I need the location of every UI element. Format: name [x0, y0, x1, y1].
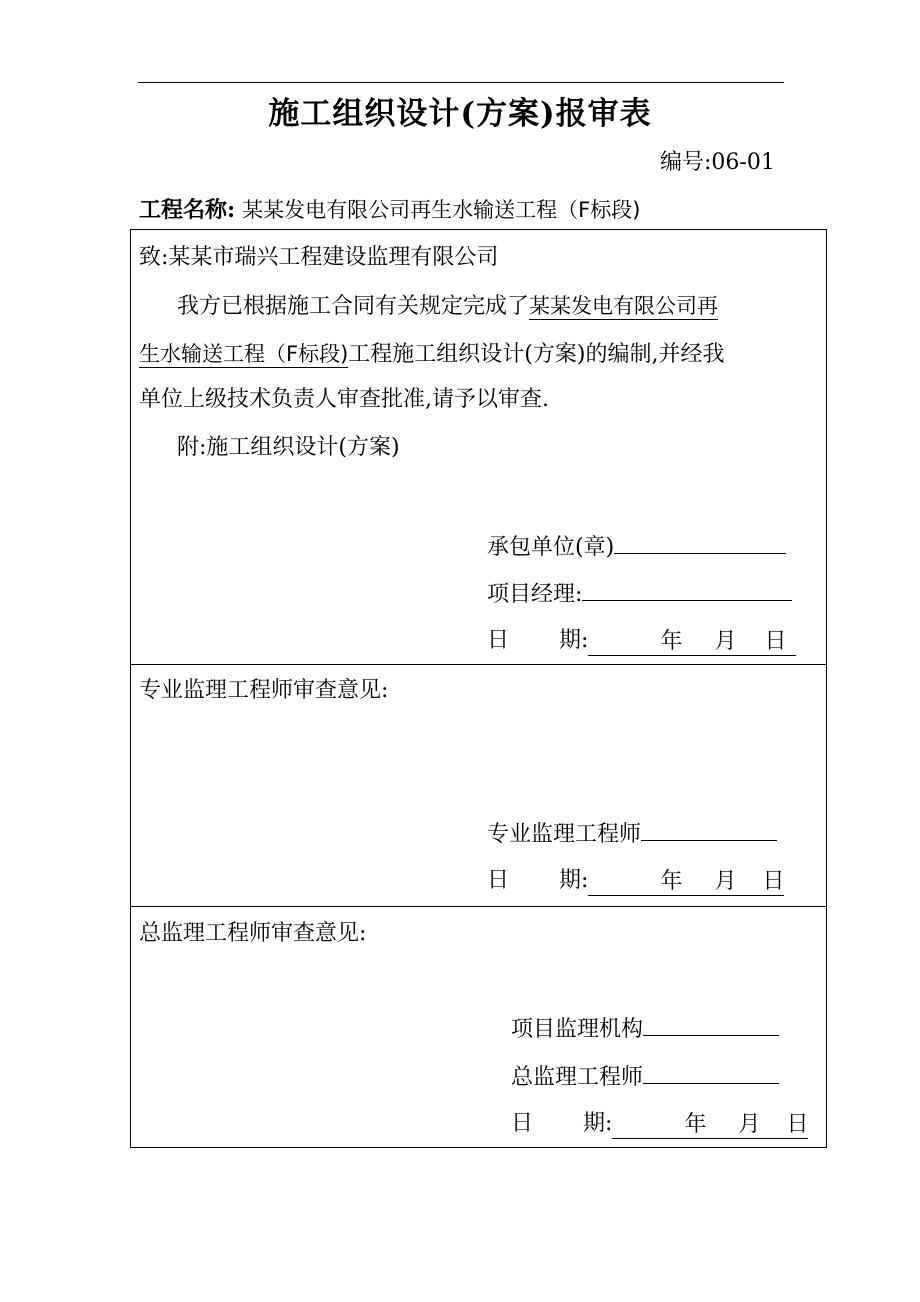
day-label: 日: [764, 629, 787, 654]
date-label-char-2: 期:: [583, 1111, 613, 1136]
date-label-char-2: 期:: [559, 868, 589, 893]
project-name-line: [139, 193, 640, 224]
date-blank: [612, 1110, 808, 1139]
statement-project-part1: 某某发电有限公司再: [529, 294, 719, 318]
month-label: 月: [738, 1112, 761, 1137]
date-line-2: [487, 866, 784, 896]
month-label: 月: [714, 869, 737, 894]
year-label: 年: [660, 869, 683, 894]
date-label-char-1: 日: [511, 1111, 534, 1136]
statement-line-3: 单位上级技术负责人审查批准,请予以审查.: [139, 387, 549, 412]
org-signature-line: [511, 1013, 779, 1045]
specialist-opinion-heading: 专业监理工程师审查意见:: [139, 678, 389, 703]
top-rule: [138, 82, 784, 83]
month-label: 月: [714, 629, 737, 654]
day-label: 日: [762, 869, 785, 894]
divider-2: [131, 906, 826, 907]
statement-prefix: 我方已根据施工合同有关规定完成了: [177, 294, 530, 319]
date-label-char-2: 期:: [559, 628, 589, 653]
addressee: 致:某某市瑞兴工程建设监理有限公司: [139, 245, 499, 270]
date-blank: [588, 867, 784, 896]
date-line-1: [487, 626, 796, 656]
approval-form-table: [130, 229, 827, 1148]
manager-label: 项目经理:: [487, 582, 583, 607]
page-title: 施工组织设计(方案)报审表: [268, 96, 652, 132]
contractor-label: 承包单位(章): [487, 535, 615, 560]
manager-signature-line: [487, 578, 792, 610]
statement-line-1: [177, 291, 718, 322]
chief-blank: [643, 1061, 779, 1084]
form-number: 编号:06-01: [660, 150, 775, 175]
statement-line-2: [139, 339, 724, 370]
manager-blank: [582, 578, 792, 601]
project-name-label: 工程名称:: [139, 197, 236, 223]
chief-signature-line: [511, 1061, 779, 1093]
year-label: 年: [684, 1112, 707, 1137]
contractor-blank: [614, 531, 786, 554]
date-blank: [588, 627, 796, 656]
attachment-line: 附:施工组织设计(方案): [177, 435, 400, 460]
divider-1: [131, 664, 826, 665]
org-label: 项目监理机构: [511, 1017, 644, 1042]
contractor-signature-line: [487, 531, 786, 563]
date-line-3: [511, 1109, 808, 1139]
date-label-char-1: 日: [487, 868, 510, 893]
org-blank: [643, 1013, 779, 1036]
year-label: 年: [660, 629, 683, 654]
specialist-label: 专业监理工程师: [487, 822, 642, 847]
specialist-signature-line: [487, 818, 777, 850]
specialist-blank: [641, 818, 777, 841]
day-label: 日: [786, 1112, 809, 1137]
chief-label: 总监理工程师: [511, 1065, 644, 1090]
chief-opinion-heading: 总监理工程师审查意见:: [139, 921, 367, 946]
date-label-char-1: 日: [487, 628, 510, 653]
project-name-value: 某某发电有限公司再生水输送工程（F标段): [242, 198, 641, 222]
statement-project-part2: 生水输送工程（F标段): [139, 342, 349, 366]
statement-line-2-rest: 工程施工组织设计(方案)的编制,并经我: [348, 342, 725, 367]
